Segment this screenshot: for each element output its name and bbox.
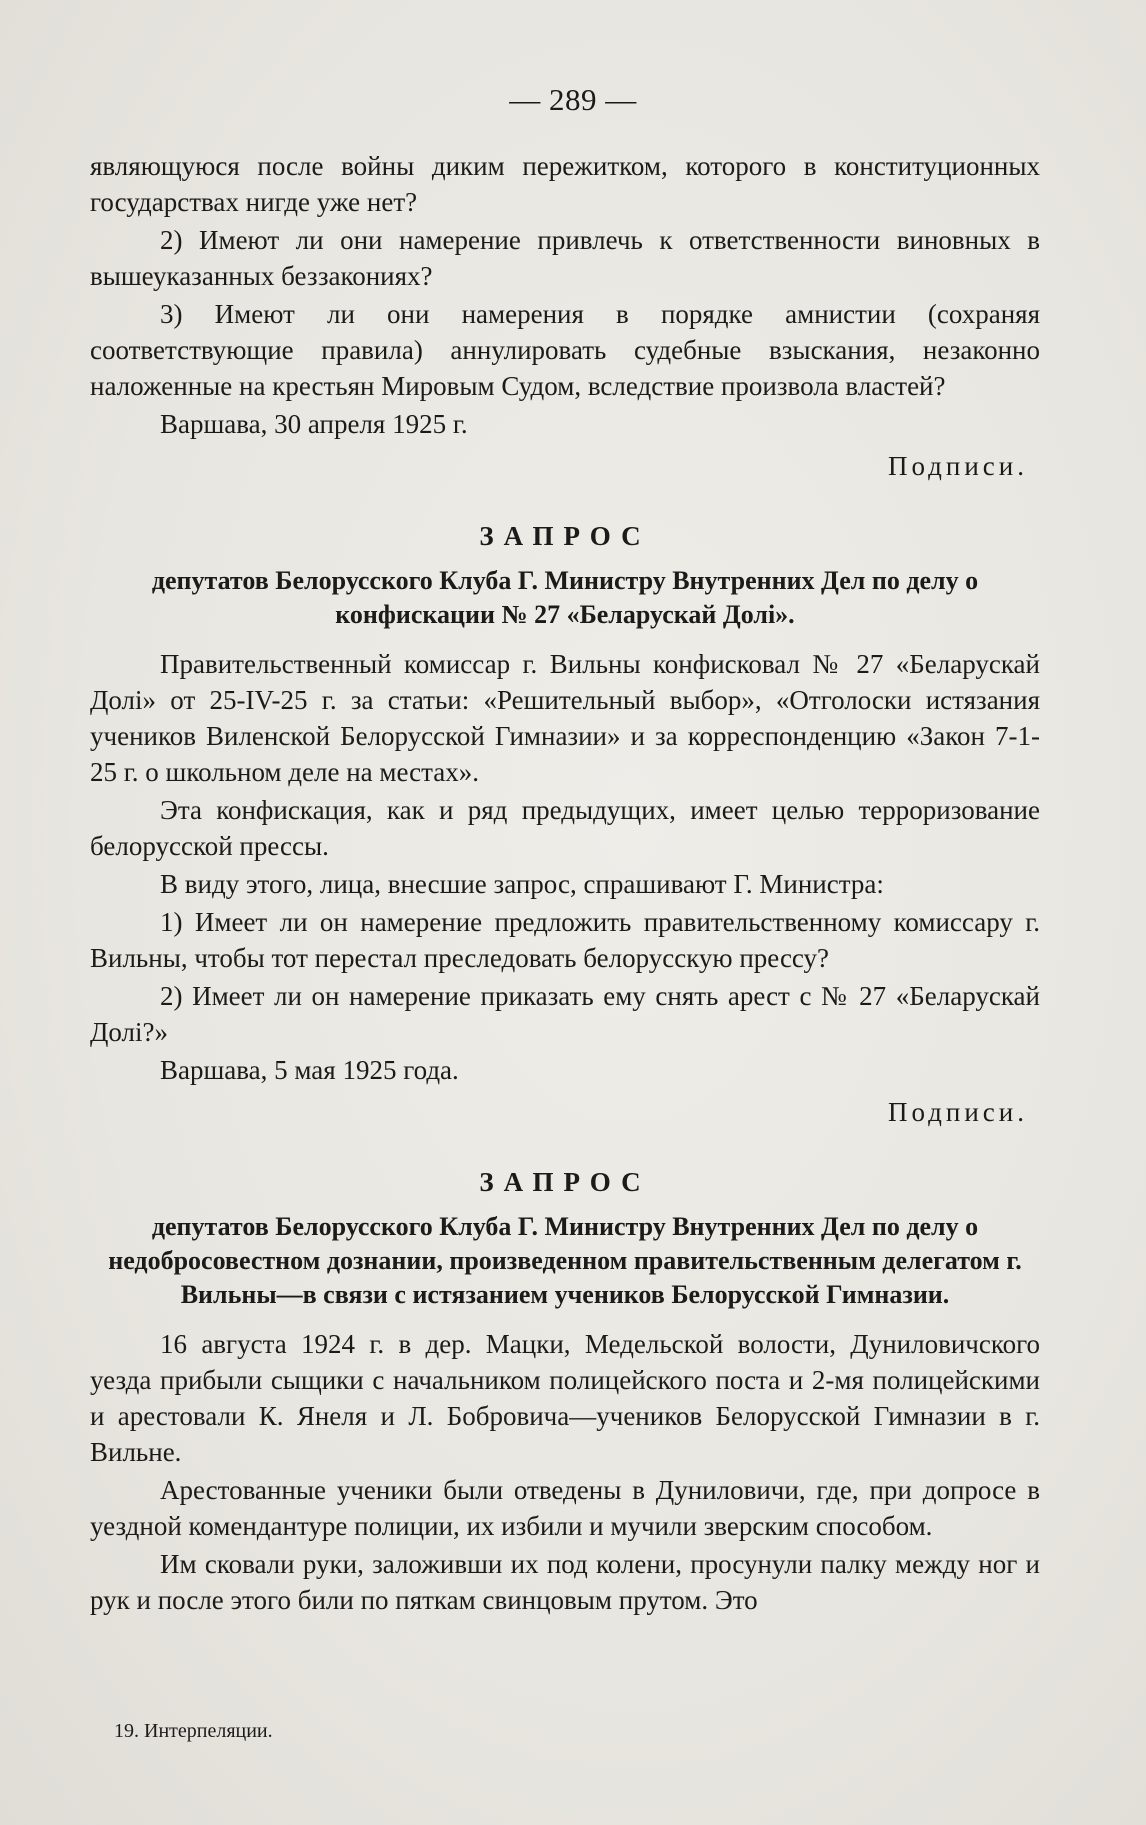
paragraph: 2) Имеют ли они намерение привлечь к ответственности виновных в вышеуказанных беззакониях?: [90, 225, 1040, 291]
section-title: ЗАПРОС: [479, 1167, 651, 1197]
paragraph: В виду этого, лица, внесшие запрос, спрашивают Г. Министра:: [160, 869, 884, 899]
place-date: Варшава, 5 мая 1925 года.: [160, 1055, 459, 1085]
paragraph: 2) Имеет ли он намерение приказать ему снять арест с № 27 «Беларускай Долі?»: [90, 981, 1040, 1047]
paragraph: Арестованные ученики были отведены в Дуниловичи, где, при допросе в уездной комендантуре полиции, их избили и мучили зверским способом.: [90, 1475, 1040, 1541]
section-title: ЗАПРОС: [479, 521, 651, 551]
page-number: — 289 —: [509, 82, 637, 117]
paragraph: 16 августа 1924 г. в дер. Мацки, Медельской волости, Дуниловичского уезда прибыли сыщики с начальником полицейского поста и 2-мя полицейскими и арестовали К. Янеля и Л. Бобровича—учеников Белорусской Гимназии в г. Вильне.: [90, 1329, 1040, 1467]
paragraph: являющуюся после войны диким пережитком, которого в конституционных государствах нигде уже нет?: [90, 151, 1040, 217]
paragraph: Эта конфискация, как и ряд предыдущих, имеет целью терроризование белорусской прессы.: [90, 795, 1040, 861]
footer-signature-mark: 19. Интерпеляции.: [114, 1720, 273, 1742]
place-date: Варшава, 30 апреля 1925 г.: [160, 409, 468, 439]
document-body: [90, 148, 1040, 1620]
section-subtitle: депутатов Белорусского Клуба Г. Министру Внутренних Дел по делу о конфискации № 27 «Беларускай Долі».: [151, 566, 979, 629]
section-subtitle: депутатов Белорусского Клуба Г. Министру Внутренних Дел по делу о недобросовестном дознании, произведенном правительственным делегатом г. Вильны—в связи с истязанием учеников Белорусской Гимназии.: [108, 1212, 1022, 1309]
signature: Подписи.: [887, 451, 1028, 481]
signature: Подписи.: [887, 1097, 1028, 1127]
paragraph: Правительственный комиссар г. Вильны конфисковал № 27 «Беларускай Долі» от 25-IV-25 г. за статьи: «Решительный выбор», «Отголоски истязания учеников Виленской Белорусской Гимназии» и за корреспонденцию «Закон 7-1-25 г. о школьном деле на местах».: [90, 649, 1040, 787]
paragraph: 1) Имеет ли он намерение предложить правительственному комиссару г. Вильны, чтобы тот перестал преследовать белорусскую прессу?: [90, 907, 1040, 973]
paragraph: Им сковали руки, заложивши их под колени, просунули палку между ног и рук и после этого били по пяткам свинцовым прутом. Это: [90, 1549, 1040, 1615]
paragraph: 3) Имеют ли они намерения в порядке амнистии (сохраняя соответствующие правила) аннулировать судебные взыскания, незаконно наложенные на крестьян Мировым Судом, вследствие произвола властей?: [90, 299, 1040, 401]
